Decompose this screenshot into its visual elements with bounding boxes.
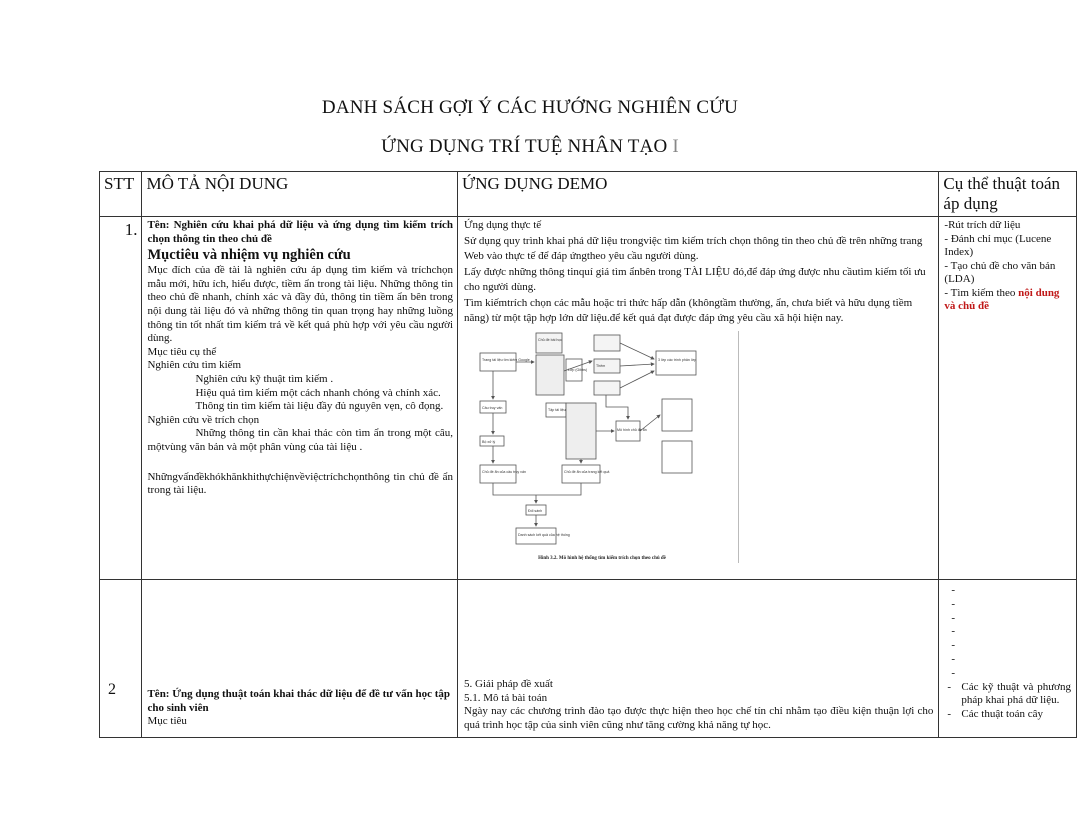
- search-item: Nghiên cứu kỹ thuật tìm kiếm .: [195, 372, 334, 385]
- figure-caption: Hình 3.2. Mô hình hệ thống tìm kiếm trích chọn theo chủ đề: [538, 555, 666, 561]
- bullet: -: [947, 707, 952, 720]
- search-item: Hiệu quả tìm kiếm một cách nhanh chóng và chính xác.: [195, 386, 441, 399]
- algo-text: Các thuật toán cây: [961, 707, 1043, 720]
- table-header-row: [100, 172, 1077, 217]
- header-desc: MÔ TẢ NỘI DUNG: [142, 172, 458, 217]
- diagram-label: 3 lớp các trình phân lớp: [658, 357, 697, 362]
- demo-line: Tìm kiếmtrích chọn các mẫu hoặc tri thức hấp dẫn (khôngtầm thường, ẩn, chưa biết và hữu dụng tiềm năng) từ một tập hợp lớn dữ liệu.để kết quả đạt được đáp ứng yêu cầu xã hội hiện nay.: [464, 296, 913, 324]
- demo-line: Ngày nay các chương trình đào tạo được thực hiện theo học chế tín chỉ nhằm tạo điều kiện thuận lợi cho quá trình học tập của sinh viên cũng như tăng cường khả năng tự học.: [464, 705, 934, 731]
- diagram-label: Chủ đề ẩn của trang kết quả: [564, 469, 610, 474]
- page-title: DANH SÁCH GỢI Ý CÁC HƯỚNG NGHIÊN CỨU: [321, 97, 739, 118]
- table-row: [100, 217, 1077, 580]
- dash-item: -: [951, 611, 956, 624]
- demo-line: Lấy được những thông tinquí giá tìm ẩnbên trong TÀI LIỆU đó,để đáp ứng được nhu cầutìm kiếm tối ưu cho người dùng.: [464, 265, 926, 293]
- row-demo: [458, 580, 939, 738]
- row-number: 1.: [100, 217, 142, 580]
- diagram-label: Trang tài liệu tìm kiếm Google: [482, 357, 530, 362]
- dash-list: [939, 580, 1076, 681]
- diagram-label: Tập tài liệu: [548, 407, 566, 412]
- goal-label: Mục tiêu cụ thể: [147, 345, 217, 358]
- dash-item: -: [951, 666, 956, 679]
- extract-item: Những thông tin cần khai thác còn tìm ẩn trong một câu, mộtvùng văn bản và một phân vùng của tài liệu .: [147, 427, 454, 453]
- subtitle-cutoff: I: [667, 136, 679, 157]
- dash-item: -: [951, 639, 956, 652]
- algo-item-prefix: - Tìm kiếm theo: [944, 286, 1019, 299]
- demo-line: Ứng dụng thực tế: [464, 219, 542, 231]
- row-number: 2: [100, 580, 142, 738]
- section-heading: Mụctiêu và nhiệm vụ nghiên cứu: [147, 247, 351, 264]
- diagram-label: Danh sách kết quả của hệ thống: [518, 532, 570, 537]
- dash-item: -: [951, 625, 956, 638]
- diagram-label: Câu truy vấn: [482, 405, 503, 410]
- row-algorithms: [939, 217, 1077, 580]
- row-algorithms: [939, 580, 1077, 738]
- research-table: [99, 171, 1077, 738]
- row-title: Tên: Ứng dụng thuật toán khai thác dữ liệu để đề tư vấn học tập cho sinh viên: [147, 688, 450, 714]
- header-stt: STT: [100, 172, 142, 217]
- diagram-box: [480, 353, 516, 371]
- diagram-svg: [466, 331, 738, 563]
- goal-label: Mục tiêu: [147, 715, 187, 727]
- dash-item: -: [951, 584, 956, 596]
- algo-text: Các kỹ thuật và phương pháp khai phá dữ liệu.: [961, 680, 1071, 707]
- row-title: Tên: Nghiên cứu khai phá dữ liệu và ứng dụng tìm kiếm trích chọn thông tin theo chủ đề: [147, 219, 454, 245]
- row-description: [142, 580, 458, 738]
- purpose-text: Mục đích của đề tài là nghiên cứu áp dụng tìm kiếm và tríchchọn mẫu mới, hữu ích, hiểu được, tiềm ẩn trong tài liệu. Những thông tin theo chủ đề nhanh, chính xác và đầy đủ, thông tin tiềm ẩn bên trong nội dung tài liệu đó và những thông tin quan trọng hay những luồng thông tin tốt nhất tìm kiếm trả về kết quả phù hợp với yêu cầu người dùng.: [147, 264, 454, 345]
- diagram-label: Mô hình chủ đề ẩn: [617, 427, 647, 432]
- diagram-label: Bộ xử lý: [482, 439, 496, 444]
- system-diagram: [466, 331, 739, 563]
- algo-item: [947, 708, 1071, 722]
- demo-line: 5. Giải pháp đề xuất: [464, 678, 553, 690]
- search-item: Thông tin tìm kiếm tài liệu đầy đủ nguyên vẹn, cô đọng.: [195, 400, 444, 413]
- diagram-label: Lớp (Gibbs): [568, 367, 588, 372]
- header-algo: Cụ thể thuật toán áp dụng: [939, 172, 1077, 217]
- diagram-label: Chủ đề bài học: [538, 337, 563, 342]
- search-label: Nghiên cứu tìm kiếm: [147, 359, 242, 372]
- problem-text: Nhữngvấnđềkhókhănkhithựchiệnvềviệctríchchọnthông tin chủ đề ẩn trong tài liệu.: [147, 470, 454, 497]
- header-demo: ỨNG DỤNG DEMO: [458, 172, 939, 217]
- extract-label: Nghiên cứu về trích chọn: [147, 413, 260, 426]
- row-demo: [458, 217, 939, 580]
- diagram-label: Chủ đề ẩn của câu truy vấn: [482, 469, 526, 474]
- algo-item: [944, 287, 1071, 314]
- algo-item: - Đánh chỉ mục (Lucene Index): [944, 232, 1052, 258]
- algo-item: - Tạo chủ đề cho văn bản (LDA): [944, 259, 1056, 285]
- bullet: -: [947, 680, 952, 693]
- algo-item: -Rút trích dữ liệu: [944, 219, 1021, 231]
- dash-item: -: [951, 652, 956, 665]
- subtitle-text: ỨNG DỤNG TRÍ TUỆ NHÂN TẠO: [381, 136, 668, 157]
- table-row: [100, 580, 1077, 738]
- diagram-label: Đối sánh: [528, 508, 543, 513]
- row-description: [142, 217, 458, 580]
- algo-item: [947, 681, 1071, 708]
- demo-line: Sử dụng quy trình khai phá dữ liệu trongviệc tìm kiếm trích chọn thông tin theo chủ đề trên những trang Web vào thực tế để đáp ứngtheo yêu cầu người dùng.: [464, 234, 923, 262]
- dash-item: -: [951, 597, 956, 610]
- algo-list: [939, 681, 1076, 722]
- algo-item-highlight: nội dung và chủ đề: [944, 286, 1060, 312]
- diagram-label: Thêm: [596, 363, 606, 368]
- page-subtitle: [0, 136, 1070, 158]
- demo-line: 5.1. Mô tả bài toán: [464, 691, 548, 704]
